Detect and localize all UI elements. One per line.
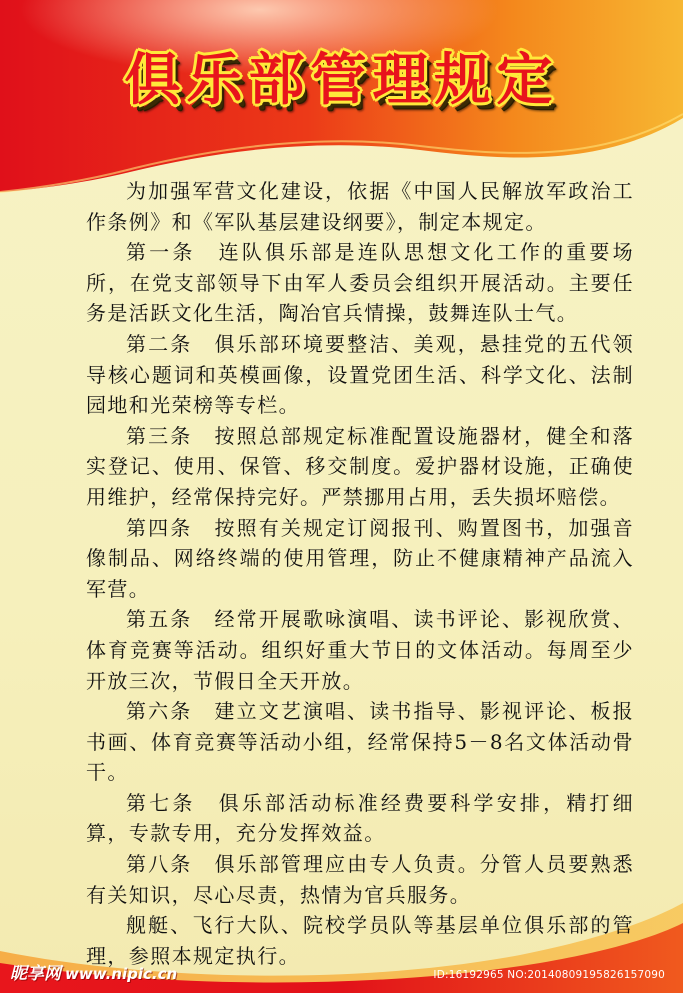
page-title: 俱乐部管理规定 xyxy=(124,48,559,113)
article-1-paragraph: 第一条 连队俱乐部是连队思想文化工作的重要场所，在党支部领导下由军人委员会组织开展活动。主要任务是活跃文化生活，陶冶官兵情操，鼓舞连队士气。 xyxy=(86,240,634,326)
watermark-url: www.nipic.cn xyxy=(65,965,178,983)
article-6-paragraph: 第六条 建立文艺演唱、读书指导、影视评论、板报书画、体育竞赛等活动小组，经常保持5－8名文体活动骨干。 xyxy=(86,699,634,785)
closing-paragraph: 舰艇、飞行大队、院校学员队等基层单位俱乐部的管理，参照本规定执行。 xyxy=(86,913,634,968)
preamble-paragraph: 为加强军营文化建设，依据《中国人民解放军政治工作条例》和《军队基层建设纲要》，制定本规定。 xyxy=(86,179,634,234)
watermark-logo xyxy=(10,959,177,984)
article-7-paragraph: 第七条 俱乐部活动标准经费要科学安排，精打细算，专款专用，充分发挥效益。 xyxy=(86,790,634,846)
regulation-body xyxy=(86,176,634,971)
watermark-logo-text: 昵享网 xyxy=(10,964,61,984)
article-5-paragraph: 第五条 经常开展歌咏演唱、读书评论、影视欣赏、体育竞赛等活动。组织好重大节日的文体活动。每周至少开放三次，节假日全天开放。 xyxy=(86,607,634,693)
article-8-paragraph: 第八条 俱乐部管理应由专人负责。分管人员要熟悉有关知识，尽心尽责，热情为官兵服务。 xyxy=(86,852,634,907)
article-2-paragraph: 第二条 俱乐部环境要整洁、美观，悬挂党的五代领导核心题词和英模画像，设置党团生活、科学文化、法制园地和光荣榜等专栏。 xyxy=(86,331,634,418)
article-3-paragraph: 第三条 按照总部规定标准配置设施器材，健全和落实登记、使用、保管、移交制度。爱护器材设施，正确使用维护，经常保持完好。严禁挪用占用，丢失损坏赔偿。 xyxy=(86,423,634,509)
article-4-paragraph: 第四条 按照有关规定订阅报刊、购置图书，加强音像制品、网络终端的使用管理，防止不健康精神产品流入军营。 xyxy=(86,515,634,601)
watermark-id: ID:16192965 NO:20140809195826157090 xyxy=(433,969,665,981)
